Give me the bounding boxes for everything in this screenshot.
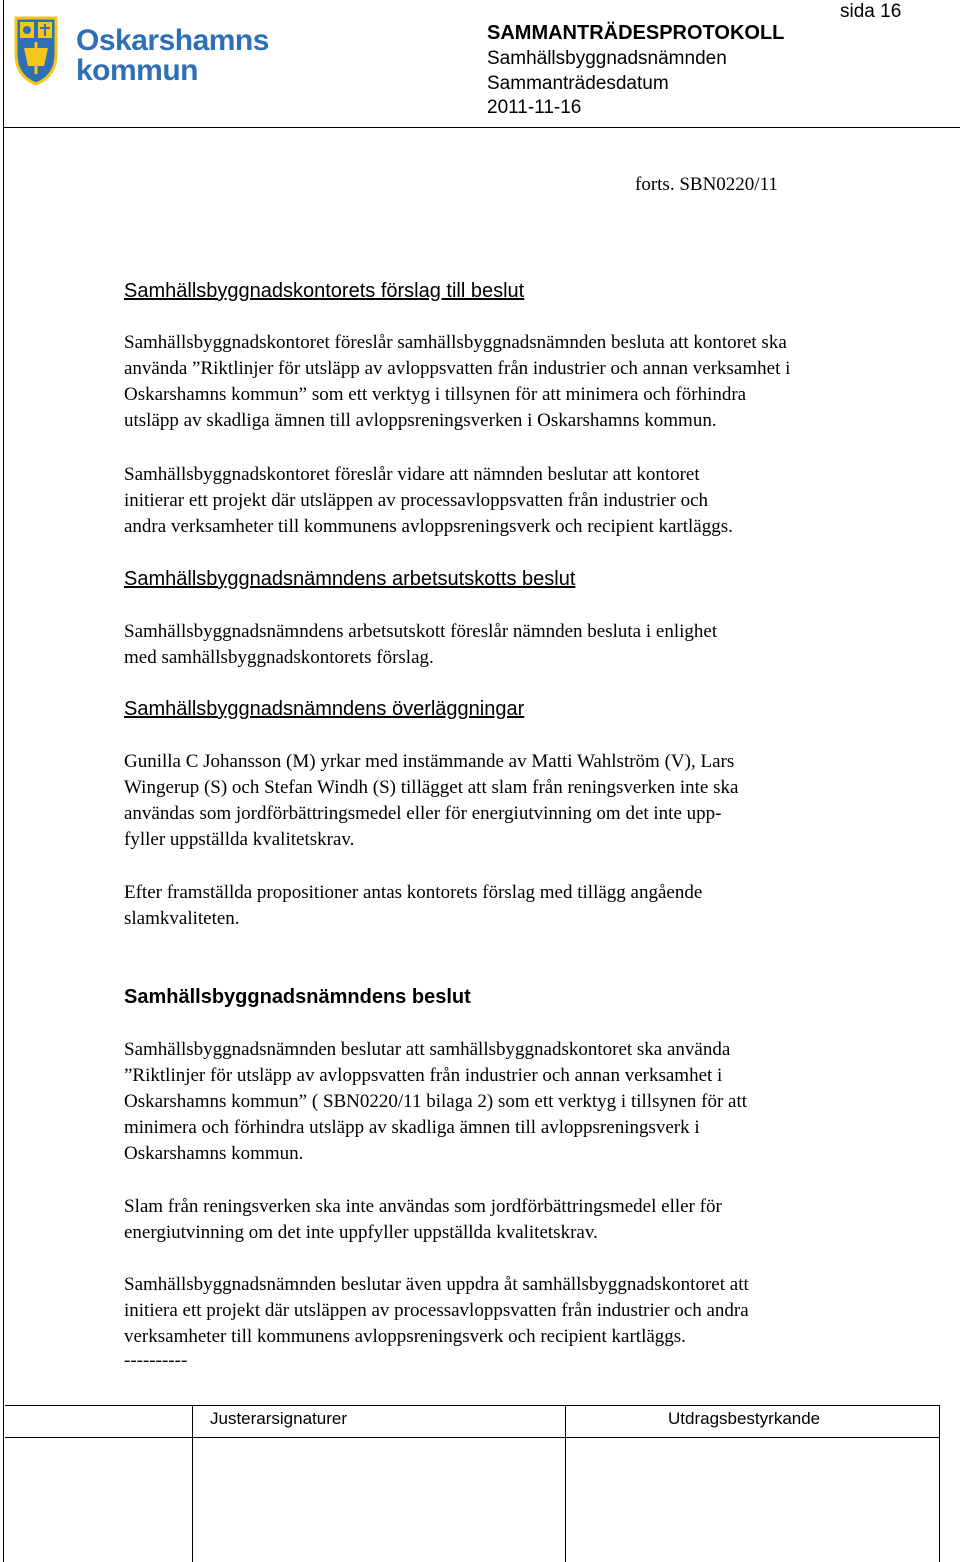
text-line: verksamheter till kommunens avloppsreningsverk och recipient kartläggs.	[124, 1326, 686, 1347]
left-margin-line	[3, 0, 4, 1562]
text-line: Samhällsbyggnadsnämndens arbetsutskott föreslår nämnden besluta i enlighet	[124, 621, 718, 642]
text-line: Samhällsbyggnadskontoret föreslår samhällsbyggnadsnämnden besluta att kontoret ska	[124, 332, 787, 353]
paragraph-deliberations-1	[124, 749, 924, 853]
protocol-title: SAMMANTRÄDESPROTOKOLL	[487, 22, 785, 44]
text-line: energiutvinning om det inte uppfyller uppställda kvalitetskrav.	[124, 1222, 598, 1243]
text-line: Oskarshamns kommun.	[124, 1143, 304, 1164]
paragraph-working-committee	[124, 619, 924, 671]
meeting-date: 2011-11-16	[487, 97, 582, 118]
table-col-divider	[192, 1405, 193, 1562]
oskarshamns-logo	[14, 14, 269, 87]
text-line: utsläpp av skadliga ämnen till avloppsreningsverken i Oskarshamns kommun.	[124, 410, 717, 431]
text-line: ”Riktlinjer för utsläpp av avloppsvatten från industrier och annan verksamhet i	[124, 1065, 723, 1086]
text-line: fyller uppställda kvalitetskrav.	[124, 829, 355, 850]
text-line: Samhällsbyggnadskontoret föreslår vidare att nämnden beslutar att kontoret	[124, 464, 700, 485]
text-line: använda ”Riktlinjer för utsläpp av avloppsvatten från industrier och annan verksamhet i	[124, 358, 791, 379]
paragraph-decision-2	[124, 1194, 924, 1246]
text-line: Samhällsbyggnadsnämnden beslutar att samhällsbyggnadskontoret ska använda	[124, 1039, 731, 1060]
section-title-working-committee: Samhällsbyggnadsnämndens arbetsutskotts beslut	[124, 568, 576, 590]
paragraph-deliberations-2	[124, 880, 924, 932]
end-dashes: ----------	[124, 1350, 188, 1371]
extract-verification-label: Utdragsbestyrkande	[668, 1409, 821, 1428]
paragraph-proposal-2	[124, 462, 924, 540]
table-col-divider	[565, 1405, 566, 1562]
section-title-decision: Samhällsbyggnadsnämndens beslut	[124, 986, 471, 1008]
committee-name: Samhällsbyggnadsnämnden	[487, 48, 727, 69]
coat-of-arms-icon	[14, 14, 58, 86]
text-line: Samhällsbyggnadsnämnden beslutar även uppdra åt samhällsbyggnadskontoret att	[124, 1274, 749, 1295]
text-line: med samhällsbyggnadskontorets förslag.	[124, 647, 434, 668]
continued-reference: forts. SBN0220/11	[635, 174, 778, 195]
page-number: sida 16	[840, 1, 902, 22]
date-label: Sammanträdesdatum	[487, 73, 669, 94]
text-line: Gunilla C Johansson (M) yrkar med instämmande av Matti Wahlström (V), Lars	[124, 751, 735, 772]
table-col-divider	[939, 1405, 940, 1562]
text-line: slamkvaliteten.	[124, 908, 240, 929]
paragraph-decision-1	[124, 1037, 924, 1167]
paragraph-proposal-1	[124, 330, 924, 434]
table-border-top	[5, 1405, 940, 1406]
text-line: Oskarshamns kommun” som ett verktyg i tillsynen för att minimera och förhindra	[124, 384, 747, 405]
text-line: Efter framställda propositioner antas kontorets förslag med tillägg angående	[124, 882, 703, 903]
text-line: Oskarshamns kommun” ( SBN0220/11 bilaga 2) som ett verktyg i tillsynen för att	[124, 1091, 748, 1112]
signatures-label: Justerarsignaturer	[210, 1409, 348, 1428]
text-line: andra verksamheter till kommunens avloppsreningsverk och recipient kartläggs.	[124, 516, 733, 537]
text-line: Slam från reningsverken ska inte användas som jordförbättringsmedel eller för	[124, 1196, 722, 1217]
text-line: användas som jordförbättringsmedel eller för energiutvinning om det inte upp-	[124, 803, 722, 824]
text-line: Wingerup (S) och Stefan Windh (S) tillägget att slam från reningsverken inte ska	[124, 777, 739, 798]
table-border-header	[5, 1437, 940, 1438]
section-title-deliberations: Samhällsbyggnadsnämndens överläggningar	[124, 698, 525, 720]
signature-table	[5, 1405, 940, 1562]
text-line: initiera ett projekt där utsläppen av processavloppsvatten från industrier och andra	[124, 1300, 749, 1321]
text-line: initierar ett projekt där utsläppen av processavloppsvatten från industrier och	[124, 490, 709, 511]
section-title-proposal: Samhällsbyggnadskontorets förslag till beslut	[124, 280, 525, 302]
text-line: minimera och förhindra utsläpp av skadliga ämnen till avloppsreningsverk i	[124, 1117, 700, 1138]
paragraph-decision-3	[124, 1272, 924, 1350]
header-divider	[3, 127, 960, 128]
logo-text-line2: kommun	[76, 54, 199, 87]
logo-text-line1: Oskarshamns	[76, 24, 269, 57]
